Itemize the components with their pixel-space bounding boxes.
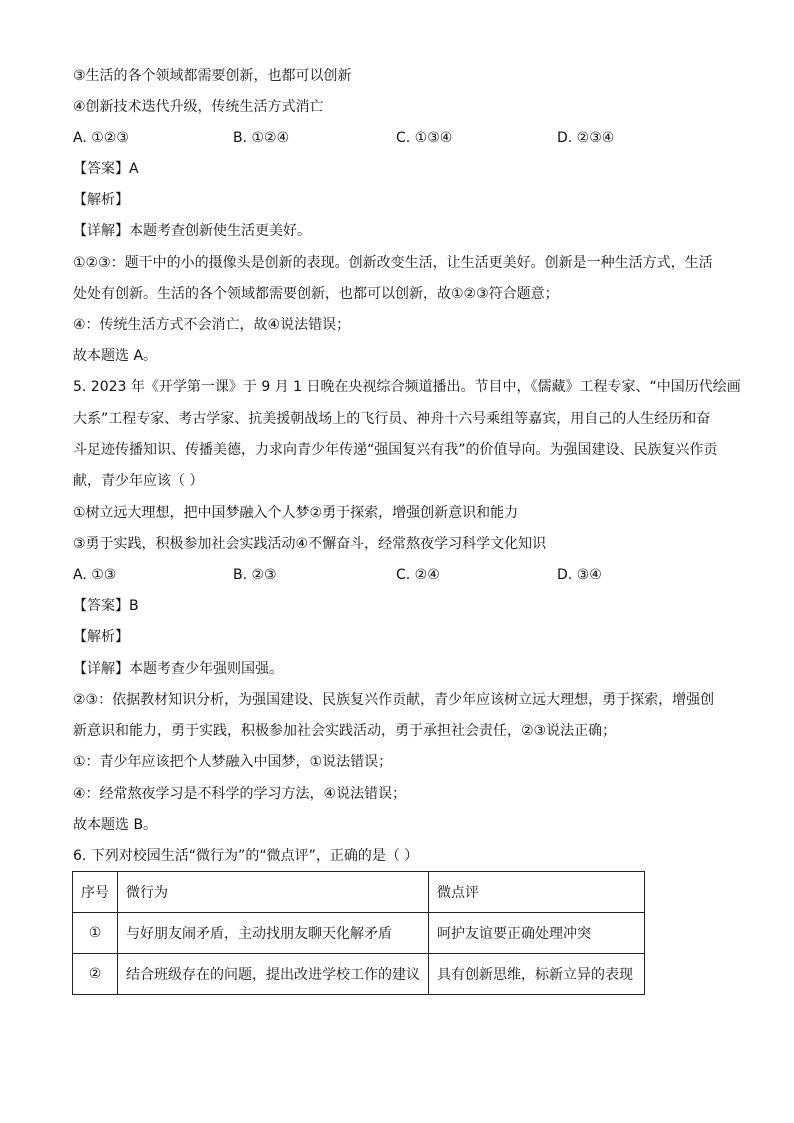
q5-detail: 【详解】本题考查少年强则国强。 bbox=[73, 661, 283, 677]
q5-stem-line-3: 斗足迹传播知识、传播美德，力求向青少年传递“强国复兴有我”的价值导向。为强国建设、民族复兴作贡 bbox=[73, 442, 718, 458]
table-cell: ① bbox=[73, 913, 118, 954]
q5-stem-line-4: 献，青少年应该（ ） bbox=[73, 473, 204, 489]
q5-stem-line-2: 大系”工程专家、考古学家、抗美援朝战场上的飞行员、神舟十六号乘组等嘉宾，用自己的人生经历和奋 bbox=[73, 411, 711, 427]
q4-analysis-heading: 【解析】 bbox=[73, 192, 129, 208]
table-cell: 具有创新思维，标新立异的表现 bbox=[429, 954, 645, 995]
q5-option-b: B. ②③ bbox=[233, 567, 277, 583]
q5-conclusion: 故本题选 B。 bbox=[73, 817, 158, 833]
q4-option-a: A. ①②③ bbox=[73, 130, 129, 146]
q5-option-c: C. ②④ bbox=[396, 567, 440, 583]
q5-statements-3-4: ③勇于实践，积极参加社会实践活动④不懈奋斗，经常熬夜学习科学文化知识 bbox=[73, 536, 547, 552]
q4-explanation-line-1: ①②③：题干中的小的摄像头是创新的表现。创新改变生活，让生活更美好。创新是一种生活方式，生活 bbox=[73, 255, 713, 271]
q5-explanation-line-2: 新意识和能力，勇于实践，积极参加社会实践活动，勇于承担社会责任，②③说法正确； bbox=[73, 723, 617, 739]
q4-explanation-line-2: 处处有创新。生活的各个领域都需要创新，也都可以创新，故①②③符合题意； bbox=[73, 286, 559, 302]
q5-option-a: A. ①③ bbox=[73, 567, 117, 583]
q5-analysis-heading: 【解析】 bbox=[73, 629, 129, 645]
q4-statement-4: ④创新技术迭代升级，传统生活方式消亡 bbox=[73, 99, 324, 115]
table-cell: 结合班级存在的问题，提出改进学校工作的建议 bbox=[118, 954, 429, 995]
table-header-row bbox=[73, 872, 645, 913]
table-cell: 与好朋友闹矛盾，主动找朋友聊天化解矛盾 bbox=[118, 913, 429, 954]
q5-stem-line-1: 5. 2023 年《开学第一课》于 9 月 1 日晚在央视综合频道播出。节目中，《儒藏》工程专家、“中国历代绘画 bbox=[73, 379, 741, 395]
q4-statement-3: ③生活的各个领域都需要创新，也都可以创新 bbox=[73, 68, 352, 84]
q6-table bbox=[72, 871, 645, 995]
table-header-cell: 微点评 bbox=[429, 872, 645, 913]
q4-answer: 【答案】A bbox=[73, 161, 139, 177]
q4-conclusion: 故本题选 A。 bbox=[73, 348, 158, 364]
q5-option-d: D. ③④ bbox=[557, 567, 602, 583]
q5-explanation-2: ①：青少年应该把个人梦融入中国梦，①说法错误； bbox=[73, 754, 393, 770]
table-header-cell: 微行为 bbox=[118, 872, 429, 913]
table-cell: ② bbox=[73, 954, 118, 995]
q4-detail: 【详解】本题考查创新使生活更美好。 bbox=[73, 223, 311, 239]
table-cell: 呵护友谊要正确处理冲突 bbox=[429, 913, 645, 954]
q4-explanation-2: ④：传统生活方式不会消亡，故④说法错误； bbox=[73, 317, 351, 333]
q5-statements-1-2: ①树立远大理想，把中国梦融入个人梦②勇于探索，增强创新意识和能力 bbox=[73, 505, 519, 521]
q5-explanation-3: ④：经常熬夜学习是不科学的学习方法，④说法错误； bbox=[73, 786, 407, 802]
q5-answer: 【答案】B bbox=[73, 598, 139, 614]
table-header-cell: 序号 bbox=[73, 872, 118, 913]
table-row bbox=[73, 954, 645, 995]
q4-option-d: D. ②③④ bbox=[557, 130, 615, 146]
q5-explanation-line-1: ②③：依据教材知识分析，为强国建设、民族复兴作贡献，青少年应该树立远大理想，勇于探索，增强创 bbox=[73, 692, 715, 708]
table-row bbox=[73, 913, 645, 954]
q4-option-b: B. ①②④ bbox=[233, 130, 290, 146]
q6-stem: 6. 下列对校园生活“微行为”的“微点评”，正确的是（ ） bbox=[73, 848, 419, 864]
q4-option-c: C. ①③④ bbox=[396, 130, 453, 146]
